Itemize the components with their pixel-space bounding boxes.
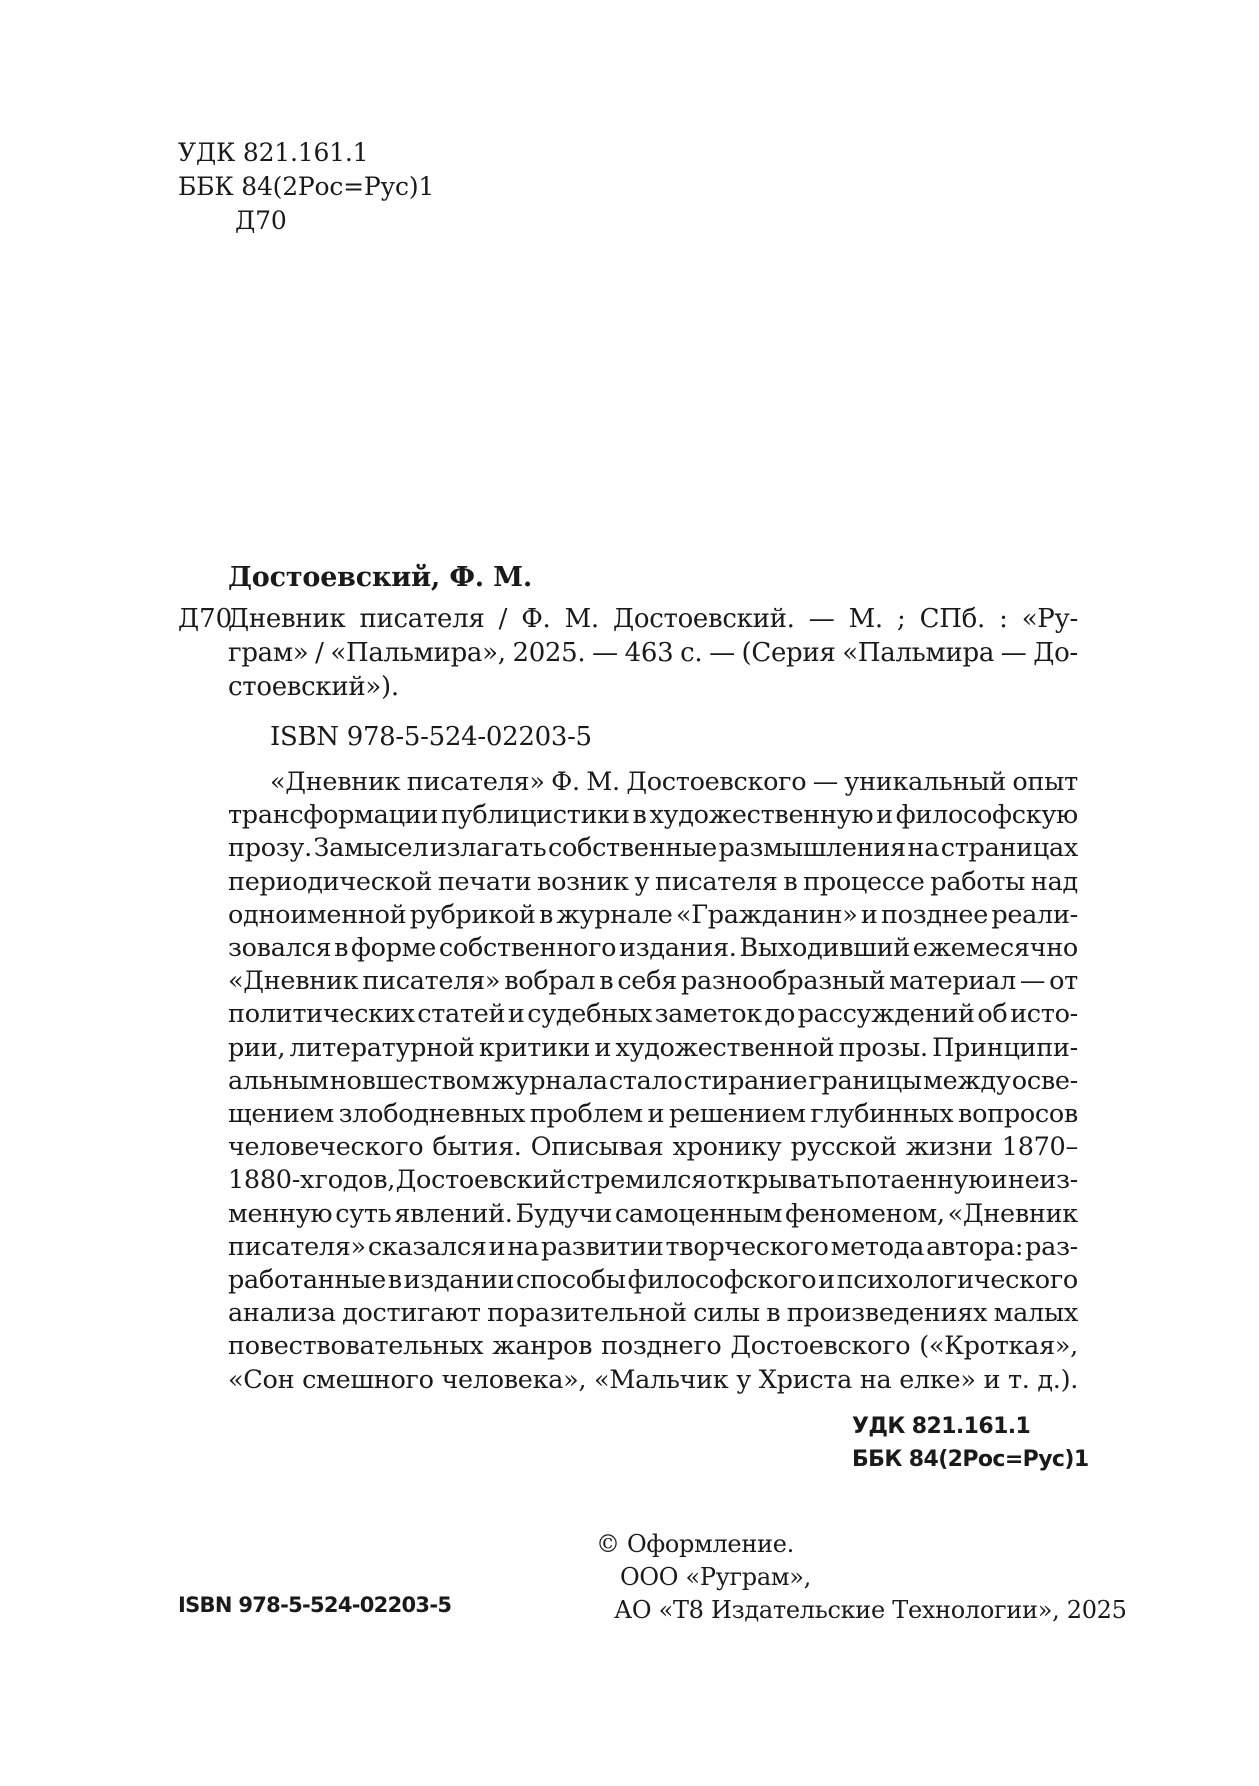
annotation-word: рии,: [228, 1032, 286, 1063]
annotation-word: в: [632, 800, 647, 831]
annotation-word: М.: [586, 767, 620, 797]
annotation-word: раз-: [1025, 1231, 1078, 1262]
annotation-word: —: [1019, 966, 1046, 997]
annotation-word: и: [594, 1032, 612, 1063]
annotation-word: реали-: [991, 899, 1078, 930]
annotation-word: альным: [228, 1065, 329, 1096]
annotation-word: работы: [930, 866, 1026, 897]
annotation-word: Ф.: [551, 767, 580, 797]
annotation-word: творческого: [665, 1231, 829, 1262]
annotation-word: заметок: [654, 999, 762, 1030]
annotation-word: позднее: [880, 899, 988, 930]
annotation-word: писателя: [655, 866, 778, 897]
copyright-block: [596, 1528, 1127, 1627]
author-mark: Д70: [235, 206, 287, 235]
annotation-word: уникальный: [844, 767, 1006, 797]
annotation-word: в: [387, 1265, 402, 1296]
annotation-word: опыт: [1012, 767, 1078, 797]
annotation-word: философскую: [895, 800, 1078, 831]
entry-line-1-word: —: [808, 604, 835, 634]
annotation-word: процессе: [803, 866, 925, 897]
entry-line-1-word: М.: [564, 604, 599, 634]
annotation-word: новшеством: [329, 1065, 491, 1096]
annotation-word: в: [538, 899, 554, 930]
annotation-word: прозы.: [838, 1032, 928, 1063]
annotation-word: и: [876, 800, 893, 831]
annotation-word: потаенную: [844, 1165, 991, 1196]
udk-code-bottom: УДК 821.161.1: [852, 1414, 1031, 1439]
annotation-word: границы: [808, 1065, 922, 1096]
annotation-word: публицистики: [440, 800, 630, 831]
annotation-word: возник: [537, 866, 629, 897]
annotation-word: прозу.: [228, 833, 312, 864]
entry-line-1-word: СПб.: [919, 604, 985, 634]
annotation-word: разнообразный: [680, 966, 886, 997]
annotation-line: [228, 965, 1078, 998]
annotation-word: неиз-: [1007, 1165, 1078, 1196]
entry-line-1-word: /: [498, 604, 508, 634]
annotation-word: стало: [608, 1065, 683, 1096]
annotation-word: проблем: [529, 1099, 643, 1130]
annotation-word: зовался: [228, 933, 332, 964]
annotation-word: и: [507, 999, 525, 1030]
annotation-word: и: [647, 1099, 665, 1130]
bbk-code: ББК 84(2Рос=Рус)1: [178, 172, 435, 201]
annotation-line: [228, 1198, 1078, 1231]
annotation-word: Достоевского: [730, 1331, 911, 1362]
annotation-word: себя: [617, 966, 677, 997]
annotation-word: рассуждений: [797, 999, 975, 1030]
entry-line-2-word: —: [1000, 638, 1027, 668]
entry-line-2-word: /: [315, 638, 324, 668]
classification-top: [178, 136, 434, 238]
annotation-word: на: [507, 1231, 539, 1262]
entry-line-2-word: 463: [624, 638, 674, 668]
annotation-word: излагать: [429, 833, 547, 864]
annotation-word: исто-: [1010, 999, 1078, 1030]
annotation-word: статей: [417, 999, 506, 1030]
annotation-word: «Дневник: [228, 966, 359, 997]
annotation-word: форме: [351, 933, 437, 964]
annotation-line: [228, 932, 1078, 965]
annotation-word: от: [1049, 966, 1078, 997]
entry-line-2-word: До-: [1033, 638, 1078, 668]
annotation-word: писателя»: [406, 767, 545, 797]
annotation-line: [228, 1264, 1078, 1297]
annotation-word: решением: [668, 1099, 806, 1130]
annotation-line: [228, 899, 1078, 932]
annotation-word: в: [599, 966, 614, 997]
entry-isbn: ISBN 978-5-524-02203-5: [270, 722, 592, 752]
annotation-word: размышления: [718, 833, 906, 864]
entry-line-3: стоевский»).: [228, 672, 399, 702]
annotation-word: литературной: [289, 1032, 475, 1063]
annotation-word: малых: [993, 1298, 1078, 1329]
annotation-word: —: [812, 767, 838, 797]
annotation-line: [228, 1098, 1078, 1131]
annotation-line: [228, 1131, 1078, 1164]
annotation-word: глубинных: [810, 1099, 954, 1130]
annotation-word: на: [907, 833, 940, 864]
entry-line-2-word: —: [592, 638, 618, 668]
annotation-word: Достоевского: [626, 767, 807, 797]
annotation-word: периодической: [228, 866, 433, 897]
annotation-word: автора:: [926, 1231, 1024, 1262]
entry-line-2: [228, 636, 1078, 670]
annotation-line: [228, 799, 1078, 832]
annotation-word: достигают: [342, 1298, 481, 1329]
entry-line-1-word: М.: [848, 604, 883, 634]
annotation-word: об: [977, 999, 1008, 1030]
entry-line-1-word: Достоевский.: [613, 604, 795, 634]
annotation-word: позднего: [601, 1331, 722, 1362]
annotation-word: жанров: [492, 1331, 593, 1362]
annotation-word: 1870–: [1001, 1132, 1078, 1163]
annotation-word: художественной: [615, 1032, 835, 1063]
annotation-word: вопросов: [958, 1099, 1078, 1130]
annotation-word: открывать: [707, 1165, 845, 1196]
annotation-word: Принципи-: [932, 1032, 1078, 1063]
annotation-word: критики: [478, 1032, 591, 1063]
annotation-word: писателя»: [362, 966, 501, 997]
annotation-word: жизни: [905, 1132, 993, 1163]
annotation-word: собственного: [438, 933, 617, 964]
annotation-word: рубрикой: [409, 899, 536, 930]
annotation-word: журнала: [491, 1065, 608, 1096]
annotation-word: в: [783, 866, 798, 897]
annotation-word: явлений.: [394, 1198, 513, 1229]
annotation-word: силы: [693, 1298, 760, 1329]
annotation-line: [228, 1330, 1078, 1363]
entry-line-2-word: грам»: [228, 638, 309, 668]
annotation-word: страницах: [940, 833, 1078, 864]
entry-line-2-word: 2025.: [512, 638, 586, 668]
entry-line-2-word: «Пальмира: [842, 638, 995, 668]
annotation-word: сказался: [367, 1231, 487, 1262]
annotation-word: и: [488, 1231, 506, 1262]
annotation-line: [228, 1231, 1078, 1264]
annotation-last-line: «Сон смешного человека», «Мальчик у Христа на елке» и т. д.).: [228, 1364, 1079, 1395]
annotation-word: развитии: [540, 1231, 664, 1262]
annotation-word: писателя»: [228, 1231, 366, 1262]
annotation-word: работанные: [228, 1265, 386, 1296]
annotation-word: менную: [228, 1198, 333, 1229]
annotation-word: бытия.: [432, 1132, 522, 1163]
bottom-isbn: ISBN 978-5-524-02203-5: [178, 1593, 452, 1617]
classification-bottom: [852, 1410, 1089, 1476]
annotation-word: собственные: [547, 833, 717, 864]
annotation-word: анализа: [228, 1298, 336, 1329]
annotation-word: Достоевский: [395, 1165, 566, 1196]
annotation-word: («Кроткая»,: [919, 1331, 1078, 1362]
annotation-word: и: [860, 899, 878, 930]
annotation-line: [228, 1164, 1078, 1197]
entry-line-2-word: (Серия: [741, 638, 836, 668]
annotation-word: стирание: [683, 1065, 808, 1096]
annotation-word: художественную: [649, 800, 874, 831]
annotation: [228, 766, 1078, 1397]
annotation-word: и: [818, 1265, 835, 1296]
annotation-word: способы: [515, 1265, 626, 1296]
annotation-word: Будучи: [515, 1198, 613, 1229]
annotation-word: «Гражданин»: [675, 899, 858, 930]
annotation-word: в: [766, 1298, 781, 1329]
entry-line-1: [228, 602, 1078, 636]
entry-author-mark: Д70: [178, 604, 233, 634]
annotation-word: ежемесячно: [912, 933, 1078, 964]
annotation-word: до: [764, 999, 796, 1030]
annotation-line: [228, 1032, 1078, 1065]
annotation-word: трансформации: [228, 800, 439, 831]
annotation-word: у: [634, 866, 650, 897]
entry-line-1-word: Ф.: [521, 604, 551, 634]
entry-line-2-word: «Пальмира»,: [330, 638, 506, 668]
annotation-line: [228, 766, 1078, 799]
annotation-word: 1880-х: [228, 1165, 315, 1196]
annotation-word: русской: [790, 1132, 897, 1163]
annotation-line: [228, 1297, 1078, 1330]
bbk-code-bottom: ББК 84(2Рос=Рус)1: [852, 1447, 1089, 1472]
annotation-word: годов,: [314, 1165, 396, 1196]
annotation-word: щением: [228, 1099, 334, 1130]
annotation-word: метода: [830, 1231, 925, 1262]
annotation-word: журнале: [556, 899, 673, 930]
annotation-lines: [228, 766, 1078, 1364]
entry-line-1-word: :: [999, 604, 1008, 634]
copyright-line-2: ООО «Руграм»,: [620, 1563, 811, 1591]
bibliographic-entry: [228, 602, 1078, 704]
annotation-word: Описывая: [530, 1132, 664, 1163]
annotation-word: издании: [403, 1265, 515, 1296]
annotation-word: психологического: [836, 1265, 1078, 1296]
udk-code: УДК 821.161.1: [178, 138, 369, 167]
entry-line-1-word: «Ру-: [1021, 604, 1078, 634]
annotation-word: издания.: [619, 933, 737, 964]
annotation-word: стремился: [566, 1165, 707, 1196]
annotation-word: печати: [437, 866, 532, 897]
copyright-line-3: АО «Т8 Издательские Технологии», 2025: [614, 1596, 1127, 1624]
annotation-word: самоценным: [614, 1198, 783, 1229]
annotation-line: [228, 998, 1078, 1031]
annotation-word: произведениях: [786, 1298, 988, 1329]
copyright-line-1: © Оформление.: [596, 1530, 794, 1558]
annotation-word: Замысел: [313, 833, 429, 864]
annotation-word: феноменом,: [785, 1198, 945, 1229]
annotation-word: вобрал: [504, 966, 596, 997]
annotation-word: «Дневник: [947, 1198, 1078, 1229]
annotation-word: в: [334, 933, 349, 964]
annotation-word: материал: [889, 966, 1016, 997]
entry-line-1-word: писателя: [359, 604, 485, 634]
annotation-word: «Дневник: [270, 767, 401, 797]
annotation-line: [228, 866, 1078, 899]
annotation-word: злободневных: [338, 1099, 526, 1130]
annotation-word: Выходивший: [739, 933, 910, 964]
annotation-word: философского: [627, 1265, 817, 1296]
annotation-word: осве-: [1011, 1065, 1078, 1096]
annotation-line: [228, 1065, 1078, 1098]
annotation-word: политических: [228, 999, 415, 1030]
annotation-word: судебных: [527, 999, 652, 1030]
annotation-word: над: [1030, 866, 1078, 897]
entry-line-2-word: —: [709, 638, 735, 668]
annotation-word: одноименной: [228, 899, 407, 930]
entry-line-1-word: ;: [897, 604, 906, 634]
annotation-line: [228, 832, 1078, 865]
annotation-word: суть: [335, 1198, 392, 1229]
annotation-word: человеческого: [228, 1132, 424, 1163]
annotation-word: повествовательных: [228, 1331, 484, 1362]
author-heading: Достоевский, Ф. М.: [228, 562, 533, 593]
annotation-word: поразительной: [487, 1298, 687, 1329]
entry-line-1-word: Дневник: [228, 604, 346, 634]
annotation-word: хронику: [672, 1132, 782, 1163]
entry-line-2-word: с.: [680, 638, 703, 668]
annotation-word: и: [990, 1165, 1008, 1196]
annotation-word: между: [923, 1065, 1011, 1096]
